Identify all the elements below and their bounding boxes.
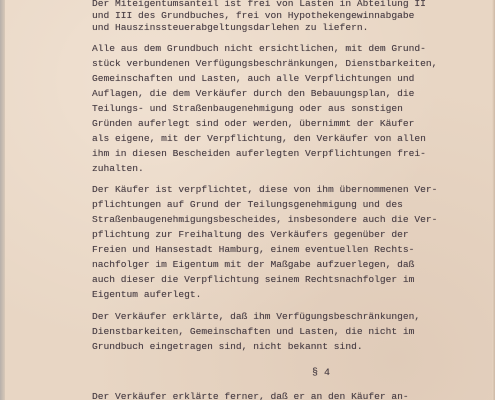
- text-line: Gründen auferlegt sind oder werden, übernimmt der Käufer: [92, 118, 415, 129]
- text-line: stück verbundenen Verfügungsbeschränkungen, Dienstbarkeiten,: [92, 58, 438, 69]
- text-line: Eigentum auferlegt.: [92, 289, 202, 300]
- text-line: ihm in diesen Bescheiden auferlegten Verpflichtungen frei-: [92, 148, 426, 159]
- page-left-edge: [0, 0, 5, 400]
- text-line: Teilungs- und Straßenbaugenehmigung oder aus sonstigen: [92, 103, 403, 114]
- section-heading: § 4: [312, 368, 331, 379]
- text-line: Gemeinschaften und Lasten, auch alle Verpflichtungen und: [92, 73, 415, 84]
- text-line: und III des Grundbuches, frei von Hypothekengewinnabgabe: [92, 10, 415, 21]
- text-line: Dienstbarkeiten, Gemeinschaften und Lasten, die nicht im: [92, 326, 415, 337]
- text-line: Der Miteigentumsanteil ist frei von Lasten in Abteilung II: [92, 0, 426, 9]
- text-line: auch dieser die Verpflichtung seinem Rechtsnachfolger im: [92, 274, 415, 285]
- text-line: Der Käufer ist verpflichtet, diese von ihm übernommenen Ver-: [92, 184, 438, 195]
- text-line: als eigene, mit der Verpflichtung, den Verkäufer von allen: [92, 133, 426, 144]
- text-line: Der Verkäufer erklärte ferner, daß er an den Käufer an-: [92, 391, 409, 400]
- text-line: zuhalten.: [92, 163, 144, 174]
- text-line: Auflagen, die dem Verkäufer durch den Bebauungsplan, die: [92, 88, 415, 99]
- text-line: nachfolger im Eigentum mit der Maßgabe aufzuerlegen, daß: [92, 259, 415, 270]
- text-line: pflichtungen auf Grund der Teilungsgenehmigung und des: [92, 199, 403, 210]
- text-line: Alle aus dem Grundbuch nicht ersichtlichen, mit dem Grund-: [92, 43, 426, 54]
- text-line: Freien und Hansestadt Hamburg, einem eventuellen Rechts-: [92, 244, 415, 255]
- text-line: Der Verkäufer erklärte, daß ihm Verfügungsbeschränkungen,: [92, 311, 421, 322]
- text-line: pflichtung zur Freihaltung des Verkäufers gegenüber der: [92, 229, 409, 240]
- text-line: Straßenbaugenehmigungsbescheides, insbesondere auch die Ver-: [92, 214, 438, 225]
- text-line: Grundbuch eingetragen sind, nicht bekannt sind.: [92, 341, 363, 352]
- text-line: und Hauszinssteuerabgeltungsdarlehen zu liefern.: [92, 22, 369, 33]
